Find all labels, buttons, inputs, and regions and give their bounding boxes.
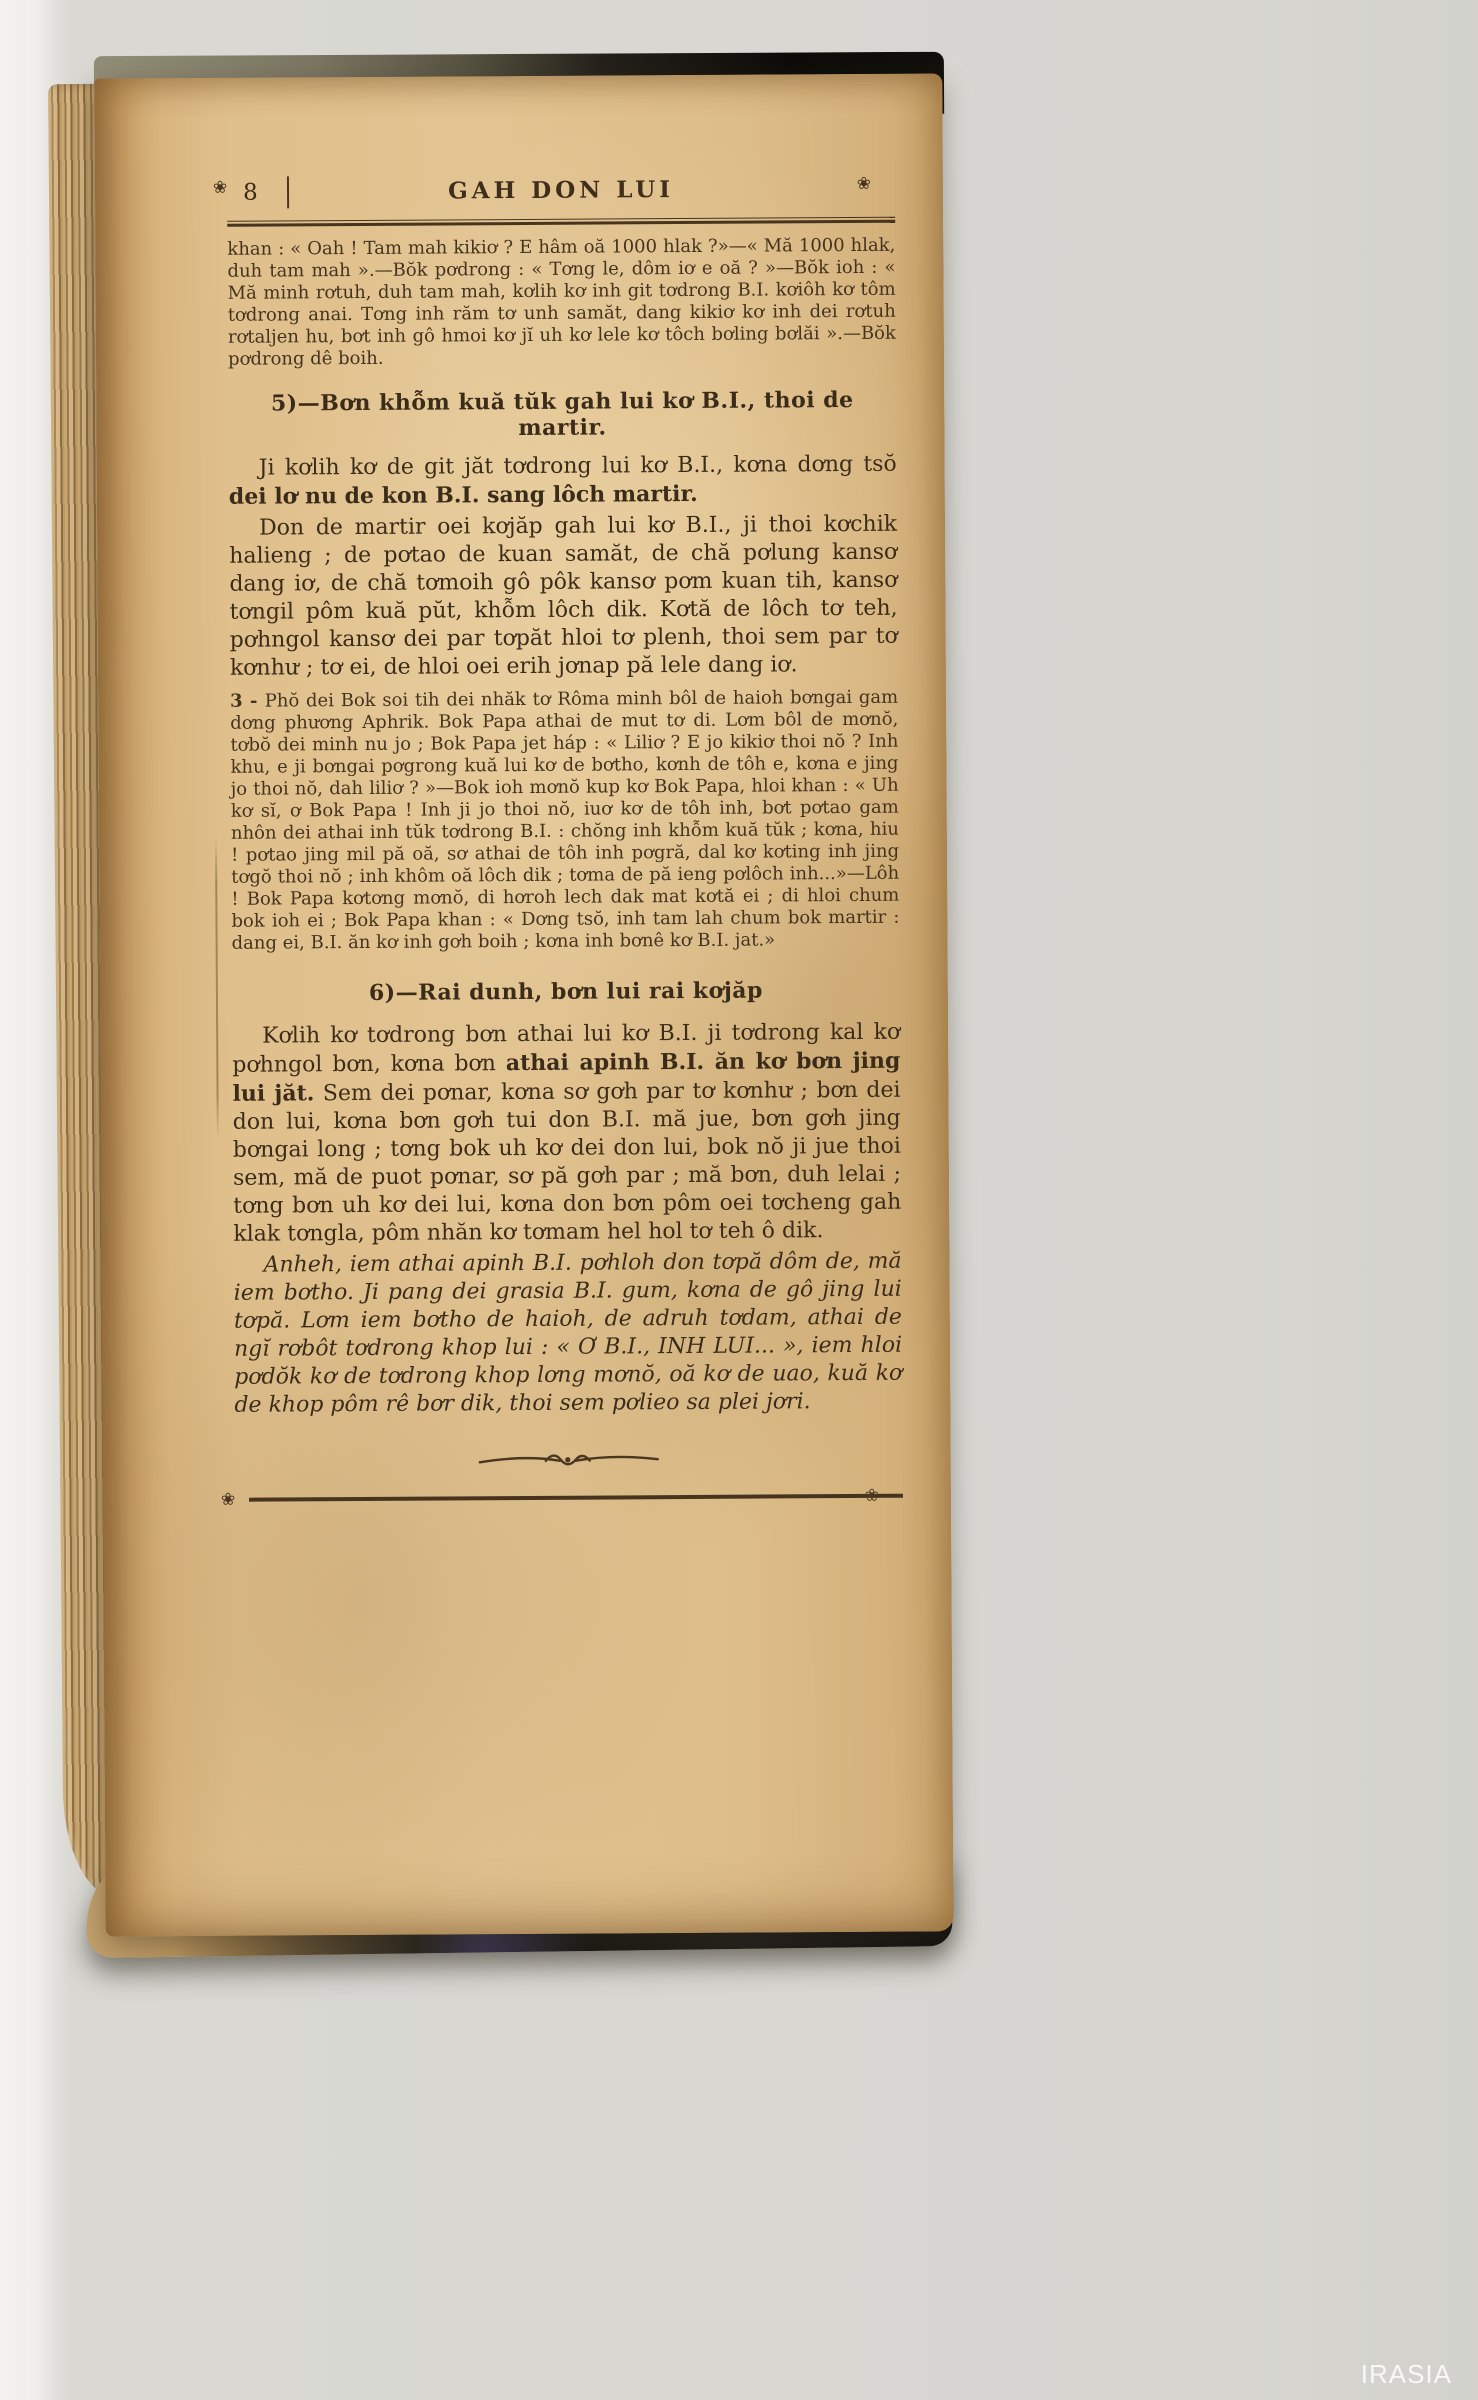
section5-paragraph-1 xyxy=(229,451,897,512)
page-header xyxy=(212,170,895,218)
paragraph-text: Ji kơlih kơ de git jăt tơdrong lui kơ B.I., kơna dơng tsŏ xyxy=(258,451,897,481)
section6-heading: 6)—Rai dunh, bơn lui rai kơjăp xyxy=(368,977,763,1006)
section5-heading: 5)—Bơn khỗm kuă tŭk gah lui kơ B.I., thoi de martir. xyxy=(270,386,854,442)
page-content xyxy=(212,170,903,1510)
page-footer xyxy=(220,1485,903,1510)
footnote-text: Phŏ dei Bok soi tih dei nhăk tơ Rôma minh bôl de haioh bơngai gam dơng phương Aphrik. Bok Papa athai de mut tơ di. Lơm bôl de mơnŏ, tơbŏ dei minh nu jo ; Bok Papa jet háp : « Liliơ ? E jo kikiơ thoi nŏ ? Inh khu, e ji bơngai pơgrong kuă lui kơ de bơtho, kơnh de tôh e, kơna e jing jo thoi nŏ, dah liliơ ? »—Bok ioh mơnŏ kup kơ Bok Papa, hloi khan : « Uh kơ sĭ, ơ Bok Papa ! Inh ji jo thoi nŏ, iuơ kơ de tôh inh, bơt pơtao gam nhôn dei athai inh tŭk tơdrong B.I. : chŏng inh khỗm kuă tŭk ; kơna, hiu ! pơtao jing mil pă oă, sơ athai de tôh inh pơgră, dal kơ kơting inh jing tơgŏ thoi nŏ ; inh khôm oă lôch dik ; tơma de pă ieng pơlôch inh...»—Lôh ! Bok Papa kơtơng mơnŏ, di hơroh lech dak mat kơtă ei ; di hloi chum bok ioh ei ; Bok Papa khan : « Dơng tsŏ, inh tam lah chum bok martir : dang ei, B.I. ăn kơ inh gơh boih ; kơna inh bơnê kơ B.I. jat.» xyxy=(230,686,900,954)
paragraph-text: Sem dei pơnar, kơna sơ gơh par tơ kơnhư ; bơn dei don lui, kơna bơn gơh tui don B.I. mă jue, bơn gơh jing bơngai long ; tơng bok uh kơ dei don lui, bok nŏ ji jue thoi sem, mă de puot pơnar, sơ pă gơh par ; mă bơn, duh lelai ; tơng bơn uh kơ dei lui, kơna don bơn pôm oei tơcheng gah klak tơngla, pôm nhăn kơ tơmam hel hol tơ teh ô dik. xyxy=(232,1077,902,1247)
flower-ornament-icon: ❀ xyxy=(856,173,872,194)
section6-paragraph-1 xyxy=(232,1019,901,1249)
flower-ornament-icon: ❀ xyxy=(864,1485,880,1506)
paragraph-text: Kơlih kơ tơdrong bơn athai lui kơ B.I. ji tơdrong kal kơ pơhngol bơn, kơna bơn xyxy=(232,1019,901,1078)
footnote-3 xyxy=(230,687,900,955)
intro-paragraph: khan : « Oah ! Tam mah kikiơ ? E hâm oă 1000 hlak ?»—« Mă 1000 hlak, duh tam mah ».—Bŏk pơdrong : « Tơng le, dôm iơ e oă ? »—Bŏk ioh : « Mă minh rơtuh, duh tam mah, kơlih kơ inh git tơdrong B.I. kơiôh kơ tôm tơdrong anai. Tơng inh răm tơ unh samăt, dang kikiơ kơ inh dei rơtuh rơtaljen hu, bơt inh gô hmoi kơ jĭ uh kơ lele kơ tôch bơling bơlăi ».—Bŏk pơdrong dê boih. xyxy=(227,234,896,370)
flower-ornament-icon: ❀ xyxy=(220,1489,236,1510)
bold-run: dei lơ nu de kon B.I. sang lôch martir. xyxy=(228,480,698,510)
header-rule xyxy=(227,217,895,227)
running-title: GAH DON LUI xyxy=(447,176,675,205)
divider-flourish-icon xyxy=(474,1447,664,1476)
section6-paragraph-2: Anheh, iem athai apinh B.I. pơhloh don tơpă dôm de, mă iem bơtho. Ji pang dei grasia B.I. gum, kơna de gô jing lui tơpă. Lơm iem bơtho de haioh, de adruh tơdam, athai de ngĭ rơbôt tơdrong khop lui : « Ơ B.I., INH LUI... », iem hloi pơdŏk kơ de tơdrong khop lơng mơnŏ, oă kơ de uao, kuă kơ de khop pôm rê bơr dik, thoi sem pơlieo sa plei jơri. xyxy=(233,1248,903,1418)
footnote-number: 3 - xyxy=(230,690,265,712)
section5-paragraph-2: Don de martir oei kơjăp gah lui kơ B.I., ji thoi kơchik halieng ; de pơtao de kuan samăt, de chă pơlung kansơ dang iơ, de chă tơmoih gô pôk kansơ pơm kuan tih, kansơ tơngil pôm kuă pŭt, khỗm lôch dik. Kơtă de lôch tơ teh, pơhngol kansơ dei par tơpăt hloi tơ plenh, thoi sem par tơ kơnhư ; tơ ei, de hloi oei erih jơnap pă lele dang iơ. xyxy=(229,511,898,681)
page-crease xyxy=(215,838,219,1138)
book-page xyxy=(94,73,953,1936)
header-divider-bar xyxy=(287,176,289,208)
footer-rule xyxy=(249,1494,903,1501)
bold-run: athai apinh B.I. ăn kơ bơn jing lui jăt. xyxy=(232,1047,901,1107)
watermark: IRASIA xyxy=(1360,2359,1452,2389)
page-number: 8 xyxy=(242,179,258,206)
flower-ornament-icon: ❀ xyxy=(212,177,228,198)
